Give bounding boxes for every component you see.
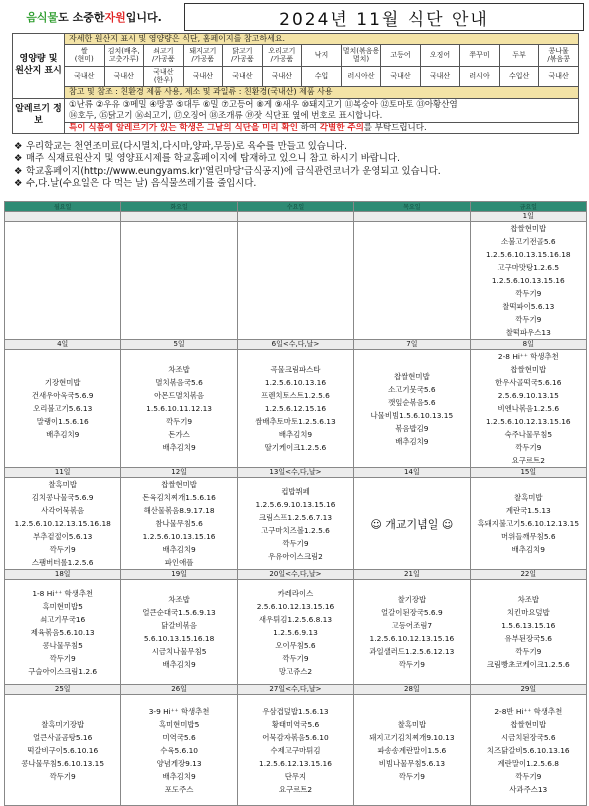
date-cell <box>121 212 237 222</box>
warning-text: 를 부탁드립니다. <box>363 122 427 133</box>
bullet-icon: ❖ <box>14 165 23 177</box>
menu-cell: 1-8 Hi⁺⁺ 학생추천 흑미현미밥5 쇠고기무국16 제육볶음5.6.10.13 콩나물무침5 깍두기9 구슬아이스크림1.2.6 <box>5 580 121 685</box>
menu-row <box>5 478 587 570</box>
notice-item <box>14 178 574 190</box>
menu-cell: 카레라이스 2.5.6.10.12.13.15.16 새우튀김1.2.5.6.8.13 1.2.5.6.9.13 오이무침5.6 깍두기9 망고쥬스2 <box>237 580 353 685</box>
date-cell: 7일 <box>354 340 470 350</box>
menu-cell: 찰흑미밥 계란국1.5.13 흑돼지불고기5.6.10.12.13.15 머위들깨무침5.6 배추김치9 <box>470 478 586 570</box>
date-cell: 12일 <box>121 468 237 478</box>
date-row <box>5 570 587 580</box>
date-cell: 8일 <box>470 340 586 350</box>
menu-cell: 3-9 Hi⁺⁺ 학생추천 흑미현미밥5 미역국5.6 수육5.6.10 양념게장9.13 배추김치9 포도주스 <box>121 695 237 806</box>
menu-cell: 우삼겹덮밥1.5.6.13 황태미역국5.6 어묵감자볶음5.6.10 수제고구마튀김 1.2.5.6.12.13.15.16 단무지 요구르트2 <box>237 695 353 806</box>
date-cell: 4일 <box>5 340 121 350</box>
menu-cell: 찹쌀현미밥 소불고기전골5.6 1.2.5.6.10.13.15.16.18 고구마맛탕1.2.6.5 1.2.5.6.10.13.15.16 깍두기9 찰떡파이5.6.13 깍두기9 찰떡파우스13 <box>470 222 586 340</box>
ingredient-cell: 낙지 <box>302 45 342 67</box>
date-cell: 27일<수,다,날> <box>237 685 353 695</box>
weekday-header: 수요일 <box>237 202 353 212</box>
origin-row <box>13 67 579 87</box>
origin-cell: 국내산 (한우) <box>144 67 184 87</box>
menu-cell: 곡물크림파스타 1.2.5.6.10.13.16 프렌치토스트1.2.5.6 1.2.5.6.12.15.16 쌈배추토마토1.2.5.6.13 배추김치9 딸기케이크1.2.5.6 <box>237 350 353 468</box>
warning-text: 특이 식품에 알레르기가 있는 학생은 그날의 식단을 미리 확인 <box>69 122 298 133</box>
page-header <box>4 3 584 31</box>
menu-row <box>5 350 587 468</box>
weekday-header: 금요일 <box>470 202 586 212</box>
date-cell: 1일 <box>470 212 586 222</box>
origin-cell: 국내산 <box>539 67 579 87</box>
calendar-header-row <box>5 202 587 212</box>
date-cell: 6일<수,다,날> <box>237 340 353 350</box>
menu-cell: 차조밥 멸치볶음국5.6 아몬드멸치볶음 1.5.6.10.11.12.13 깍두기9 돈가스 배추김치9 <box>121 350 237 468</box>
date-cell: 19일 <box>121 570 237 580</box>
menu-cell: 기장현미밥 건새우아욱국5.6.9 오리불고기5.6.13 말랭이1.5.6.16 배추김치9 <box>5 350 121 468</box>
origin-cell: 국내산 <box>381 67 421 87</box>
date-cell: 29일 <box>470 685 586 695</box>
ingredient-cell: 오리고기 /가공품 <box>262 45 302 67</box>
notice-text: 우리학교는 천연조미료(다시멸치,다시마,양파,무등)로 육수를 만들고 있습니다. <box>26 141 347 152</box>
allergy-line: ①난류 ②우유 ③메밀 ④땅콩 ⑤대두 ⑥밀 ⑦고등어 ⑧게 ⑨새우 ⑩돼지고기 ⑪복숭아 ⑫토마토 ⑬아황산염 <box>69 99 458 110</box>
date-cell: 18일 <box>5 570 121 580</box>
slogan-text: 도 소중한 <box>58 11 105 24</box>
origin-cell: 국내산 <box>262 67 302 87</box>
weekday-header: 화요일 <box>121 202 237 212</box>
date-cell: 14일 <box>354 468 470 478</box>
date-cell: 26일 <box>121 685 237 695</box>
origin-note-bottom: 참고 및 참조 : 친환경 제품 사용, 제소 및 과일류 : 친환경(국내산) 제품 사용 <box>65 87 579 99</box>
origin-note-top: 자세한 원산지 표시 및 영양량은 식단, 홈페이지를 참고하세요. <box>65 34 579 45</box>
origin-cell: 러시아 <box>460 67 500 87</box>
menu-cell: 찰기장밥 얼갈이된장국5.6.9 고등어조림7 1.2.5.6.10.12.13.15.16 과일샐러드1.2.5.6.12.13 깍두기9 <box>354 580 470 685</box>
slogan-highlight-red: 자원 <box>104 11 126 24</box>
date-cell: 22일 <box>470 570 586 580</box>
date-row <box>5 468 587 478</box>
origin-cell: 국내산 <box>104 67 144 87</box>
date-cell: 28일 <box>354 685 470 695</box>
date-row <box>5 212 587 222</box>
weekday-header: 목요일 <box>354 202 470 212</box>
allergy-list <box>65 99 579 123</box>
notice-list <box>14 141 574 191</box>
menu-cell <box>121 222 237 340</box>
menu-cell: 2-8 Hi⁺⁺ 학생추천 찹쌀현미밥 한우사골떡국5.6.16 2.5.6.9.10.13.15 비엔나볶음1.2.5.6 1.2.5.6.10.12.13.15.16 숙주나물무침5 깍두기9 요구르트2 <box>470 350 586 468</box>
date-cell: 21일 <box>354 570 470 580</box>
bullet-icon: ❖ <box>14 141 23 152</box>
menu-cell <box>5 222 121 340</box>
menu-row <box>5 695 587 806</box>
menu-cell: 찰흑미밥 돼지고기김치찌개9.10.13 파송송계란말이1.5.6 비빔나물무침5.6.13 깍두기9 <box>354 695 470 806</box>
ingredient-cell: 콩나물 /볶음콩 <box>539 45 579 67</box>
origin-row-label: 영양량 및 원산지 표시 <box>13 34 65 99</box>
ingredient-cell: 쭈꾸미 <box>460 45 500 67</box>
menu-cell: 차조밥 치킨마요덮밥 1.5.6.13.15.16 유부된장국5.6 깍두기9 크림빵초코케이크1.2.5.6 <box>470 580 586 685</box>
menu-cell: 찹쌀현미밥 소고기뭇국5.6 깻잎순볶음5.6 나물비빔1.5.6.10.13.15 볶음밥김9 배추김치9 <box>354 350 470 468</box>
menu-cell <box>237 222 353 340</box>
allergy-line: ⑭호두, ⑮닭고기 ⑯쇠고기, ⑰오징어 ⑱조개류 ⑲잣 식단표 옆에 번호로 표시합니다. <box>69 110 383 121</box>
notice-text: 매주 식재료원산지 및 영양표시제를 학교홈페이지에 탑재하고 있으니 참고 하시기 바랍니다. <box>26 153 400 165</box>
notice-item <box>14 166 574 178</box>
weekday-header: 월요일 <box>5 202 121 212</box>
date-cell: 13일<수,다,날> <box>237 468 353 478</box>
date-cell: 11일 <box>5 468 121 478</box>
menu-cell: 찰흑미밥 김치콩나물국5.6.9 사각어묵볶음 1.2.5.6.10.12.13.15.16.18 부추겉절이5.6.13 깍두기9 스팸버터롤1.2.5.6 <box>5 478 121 570</box>
date-row <box>5 340 587 350</box>
date-cell: 5일 <box>121 340 237 350</box>
slogan-tail: 입니다. <box>125 11 162 24</box>
ingredient-cell: 오징어 <box>420 45 460 67</box>
menu-row <box>5 580 587 685</box>
allergy-row-label: 알레르기 정보 <box>13 99 65 134</box>
menu-cell: 컵밥뷔페 1.2.5.6.9.10.13.15.16 크림스프1.2.5.6.7.13 고구마치즈볼1.2.5.6 깍두기9 우유아이스크림2 <box>237 478 353 570</box>
date-cell <box>5 212 121 222</box>
origin-cell: 국내산 <box>183 67 223 87</box>
notice-item <box>14 153 574 165</box>
origin-cell: 러시아산 <box>341 67 381 87</box>
bullet-icon: ❖ <box>14 153 23 165</box>
menu-cell <box>354 222 470 340</box>
ingredient-cell: 멸치(볶음용 멸치) <box>341 45 381 67</box>
slogan-highlight: 음식물 <box>26 11 59 24</box>
ingredient-cell: 두부 <box>499 45 539 67</box>
slogan <box>4 3 184 31</box>
notice-item <box>14 141 574 153</box>
ingredient-cell: 닭고기 /가공품 <box>223 45 263 67</box>
ingredient-cell: 쇠고기 /가공품 <box>144 45 184 67</box>
ingredient-row <box>13 45 579 67</box>
menu-cell: 찹쌀현미밥 돈육김치찌개1.5.6.16 해산물볶음8.9.17.18 참나물무침5.6 1.2.5.6.10.13.15.16 배추김치9 파인애플 <box>121 478 237 570</box>
notice-text: 수,다.날(수요일은 다 먹는 날) 음식물쓰레기를 줄입시다. <box>26 178 257 190</box>
notice-text: 학교홈페이지(http://www.eungyams.kr)'열린마당'급식공지)에 급식관련코너가 운영되고 있습니다. <box>26 165 441 177</box>
date-cell: 15일 <box>470 468 586 478</box>
origin-cell: 국내산 <box>65 67 105 87</box>
meal-calendar <box>4 201 587 806</box>
date-row <box>5 685 587 695</box>
origin-cell: 국내산 <box>420 67 460 87</box>
date-cell: 25일 <box>5 685 121 695</box>
date-cell <box>354 212 470 222</box>
origin-cell: 수입산 <box>499 67 539 87</box>
warning-text: 각별한 주의 <box>319 122 364 133</box>
ingredient-cell: 김치(배추, 고춧가루) <box>104 45 144 67</box>
origin-cell: 국내산 <box>223 67 263 87</box>
ingredient-cell: 돼지고기 /가공품 <box>183 45 223 67</box>
bullet-icon: ❖ <box>14 178 23 190</box>
menu-cell: 찰흑미기장밥 얼큰사골곰탕5.16 떡갈비구이5.6.10.16 콩나물무침5.6.10.13.15 깍두기9 <box>5 695 121 806</box>
allergy-warning <box>65 123 579 134</box>
menu-cell: 2-8반 Hi⁺⁺ 학생추천 찹쌀현미밥 시금치된장국5.6 치즈닭갈비5.6.10.13.16 계란말이1.2.5.6.8 깍두기9 사과주스13 <box>470 695 586 806</box>
info-table <box>12 33 579 134</box>
ingredient-cell: 쌀 (현미) <box>65 45 105 67</box>
holiday-cell: ☺ 개교기념일 ☺ <box>354 478 470 570</box>
ingredient-cell: 고등어 <box>381 45 421 67</box>
menu-row <box>5 222 587 340</box>
warning-text: 하여 <box>297 122 320 133</box>
page-title: 2024년 11월 식단 안내 <box>184 3 584 31</box>
date-cell <box>237 212 353 222</box>
menu-cell: 차조밥 얼큰순대국1.5.6.9.13 닭갈비볶음 5.6.10.13.15.16.18 시금치나물무침5 배추김치9 <box>121 580 237 685</box>
origin-cell: 수입 <box>302 67 342 87</box>
date-cell: 20일<수,다,날> <box>237 570 353 580</box>
